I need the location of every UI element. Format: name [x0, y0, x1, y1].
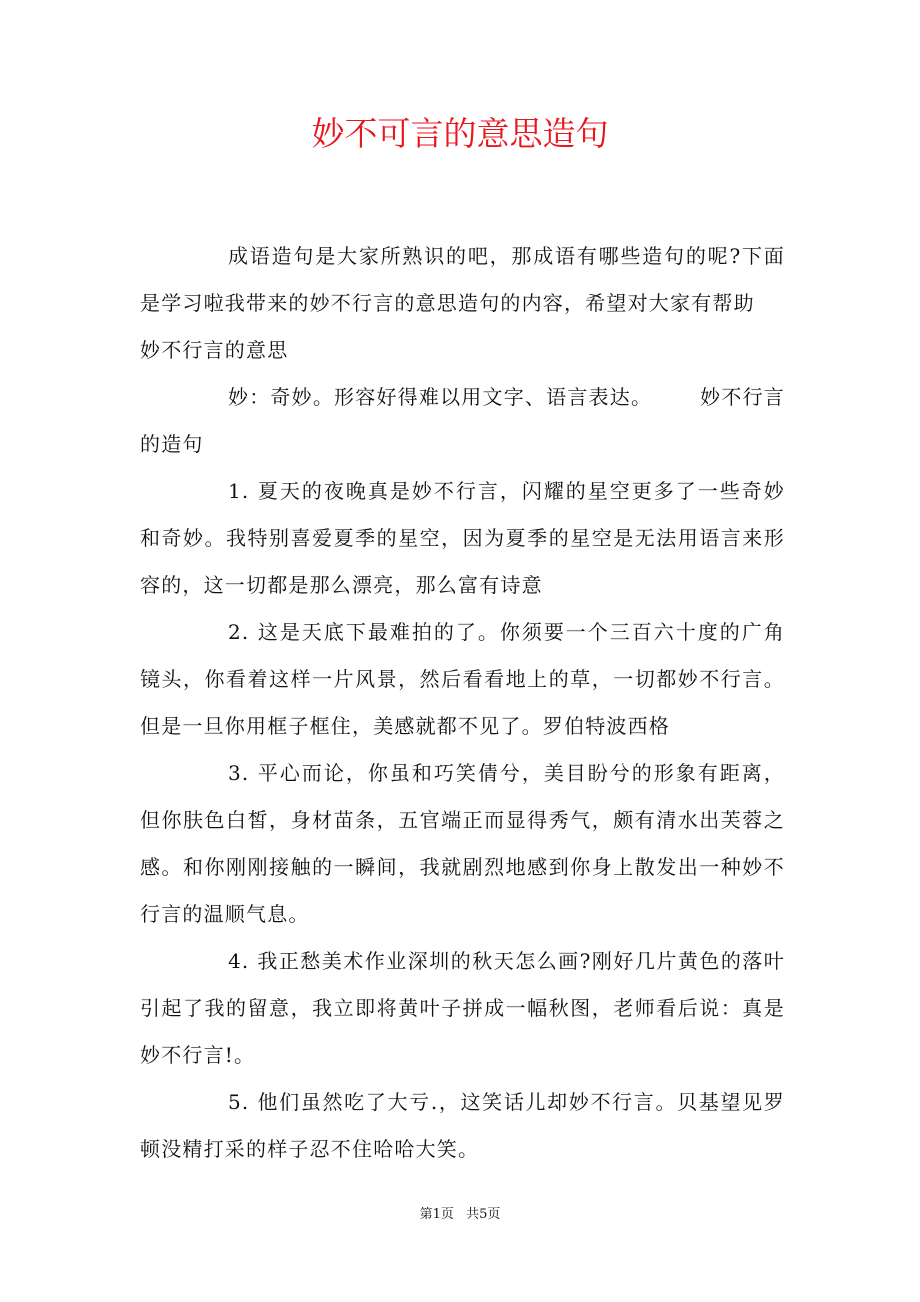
sentence-4: 4. 我正愁美术作业深圳的秋天怎么画?刚好几片黄色的落叶引起了我的留意，我立即将黄叶子拼成一幅秋图，老师看后说：真是妙不行言!。 [140, 949, 785, 1067]
page-number: 第1页 [419, 1207, 454, 1222]
sentence-2: 2. 这是天底下最难拍的了。你须要一个三百六十度的广角镜头，你看着这样一片风景，然后看看地上的草，一切都妙不行言。但是一旦你用框子框住，美感就都不见了。罗伯特波西格 [140, 620, 785, 738]
meaning-heading: 妙不行言的意思 [140, 338, 289, 362]
sentence-3: 3. 平心而论，你虽和巧笑倩兮，美目盼兮的形象有距离，但你肤色白皙，身材苗条，五官端正而显得秀气，颇有清水出芙蓉之感。和你刚刚接触的一瞬间，我就剧烈地感到你身上散发出一种妙不行言的温顺气息。 [140, 761, 785, 926]
meaning-paragraph [140, 374, 785, 468]
page-footer [0, 1205, 920, 1225]
sentence-1: 1. 夏天的夜晚真是妙不行言，闪耀的星空更多了一些奇妙和奇妙。我特别喜爱夏季的星空，因为夏季的星空是无法用语言来形容的，这一切都是那么漂亮，那么富有诗意 [140, 479, 785, 597]
sentences-heading: 妙不行言的造句 [140, 385, 785, 456]
document-body [140, 233, 785, 1173]
intro-paragraph [140, 233, 785, 327]
document-title: 妙不可言的意思造句 [311, 114, 609, 153]
intro-text: 成语造句是大家所熟识的吧，那成语有哪些造句的呢?下面是学习啦我带来的妙不行言的意思造句的内容，希望对大家有帮助 [140, 244, 785, 315]
page-total: 共5页 [466, 1207, 501, 1222]
meaning-text: 妙：奇妙。形容好得难以用文字、语言表达。 [228, 385, 653, 409]
sentence-5: 5. 他们虽然吃了大亏.，这笑话儿却妙不行言。贝基望见罗顿没精打采的样子忍不住哈哈大笑。 [140, 1090, 785, 1161]
